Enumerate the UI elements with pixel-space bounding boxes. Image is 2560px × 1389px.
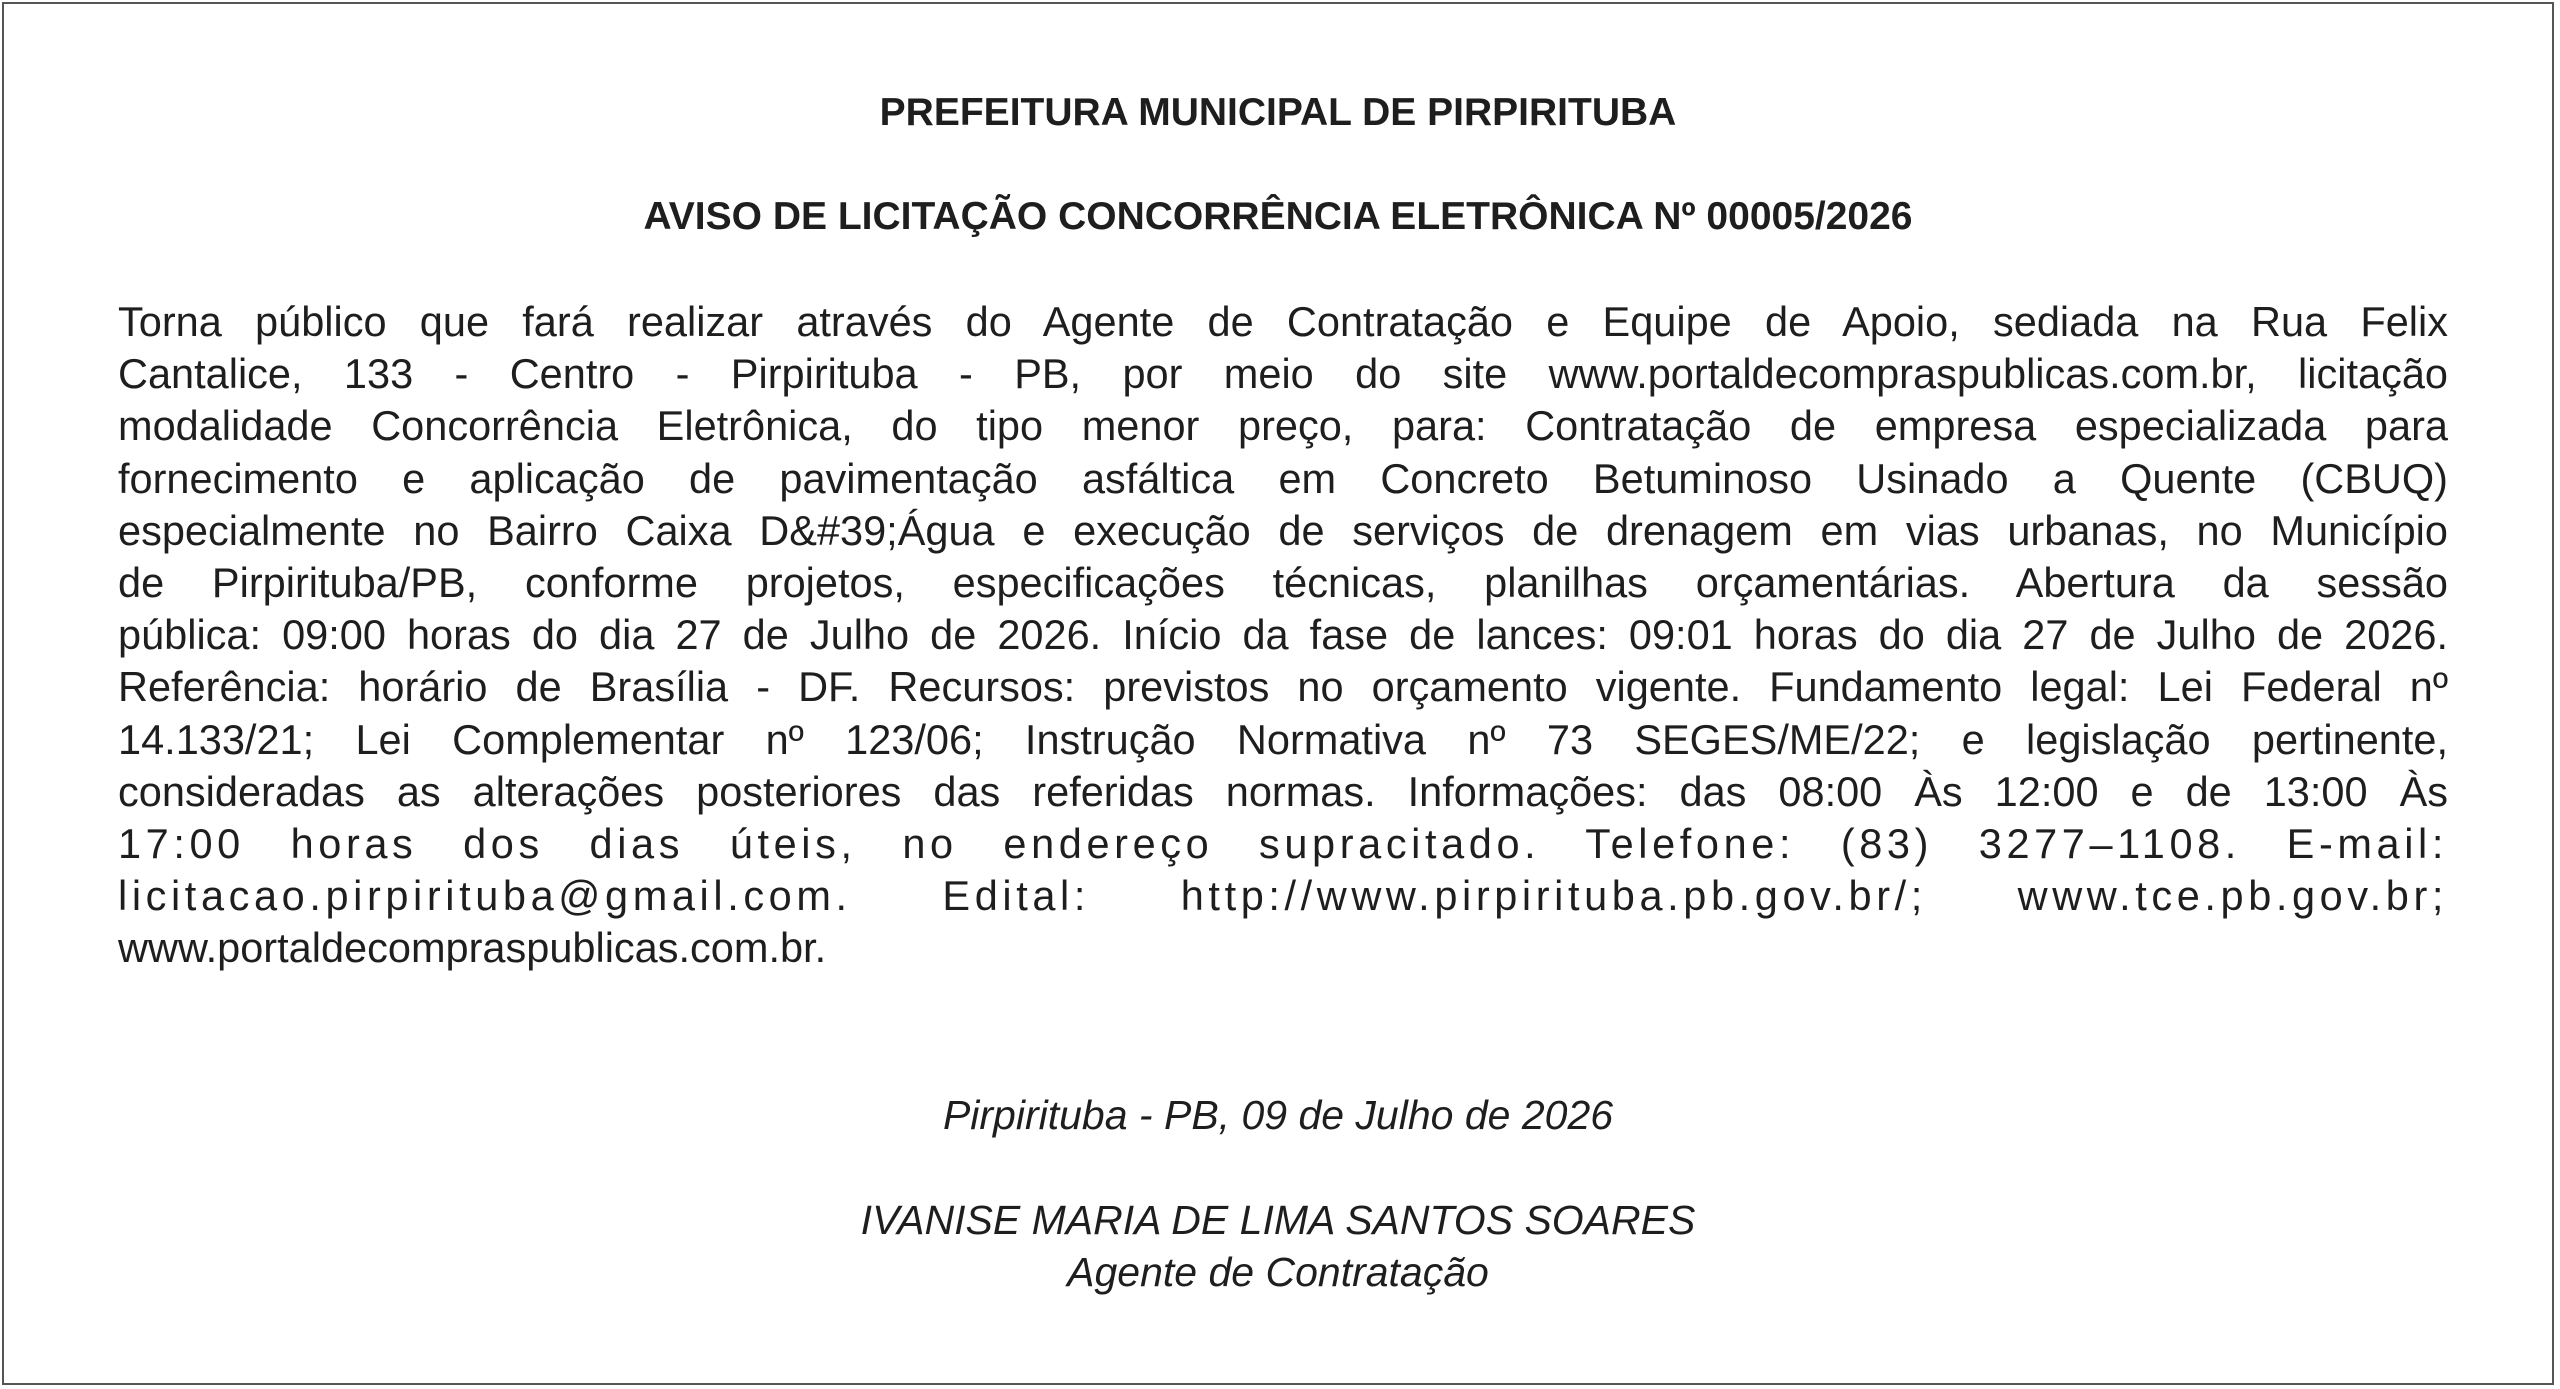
body-line: 17:00 horas dos dias úteis, no endereço supracitado. Telefone: (83) 3277–1108. E-mail: <box>118 820 2448 868</box>
body-line: fornecimento e aplicação de pavimentação asfáltica em Concreto Betuminoso Usinado a Quente (CBUQ) <box>118 454 2448 502</box>
notice-title: AVISO DE LICITAÇÃO CONCORRÊNCIA ELETRÔNICA Nº 00005/2026 <box>643 195 1913 238</box>
licitation-notice <box>2 2 2554 1385</box>
body-line: Referência: horário de Brasília - DF. Recursos: previstos no orçamento vigente. Fundamento legal: Lei Federal nº <box>118 663 2448 711</box>
organization-title: PREFEITURA MUNICIPAL DE PIRPIRITUBA <box>879 91 1677 134</box>
body-line: de Pirpirituba/PB, conforme projetos, especificações técnicas, planilhas orçamentárias. Abertura da sessão <box>118 559 2448 607</box>
notice-body <box>118 296 2448 975</box>
body-line: Torna público que fará realizar através do Agente de Contratação e Equipe de Apoio, sediada na Rua Felix <box>118 298 2448 345</box>
signatory-name: IVANISE MARIA DE LIMA SANTOS SOARES <box>860 1197 1696 1243</box>
place-date: Pirpirituba - PB, 09 de Julho de 2026 <box>942 1092 1614 1138</box>
body-line: consideradas as alterações posteriores das referidas normas. Informações: das 08:00 Às 12:00 e de 13:00 Às <box>118 767 2448 815</box>
body-line: especialmente no Bairro Caixa D&#39;Água e execução de serviços de drenagem em vias urbanas, no Município <box>118 506 2448 554</box>
signatory-role: Agente de Contratação <box>1067 1249 1489 1295</box>
body-line: licitacao.pirpirituba@gmail.com. Edital: http://www.pirpirituba.pb.gov.br/; www.tce.pb.gov.br; <box>118 872 2448 920</box>
body-line: www.portaldecompraspublicas.com.br. <box>118 924 827 972</box>
body-line: Cantalice, 133 - Centro - Pirpirituba - PB, por meio do site www.portaldecompraspublicas.com.br, licitação <box>118 350 2448 398</box>
body-line: modalidade Concorrência Eletrônica, do tipo menor preço, para: Contratação de empresa especializada para <box>118 402 2448 450</box>
body-line: pública: 09:00 horas do dia 27 de Julho de 2026. Início da fase de lances: 09:01 horas do dia 27 de Julho de 2026. <box>118 611 2448 659</box>
body-line: 14.133/21; Lei Complementar nº 123/06; Instrução Normativa nº 73 SEGES/ME/22; e legislação pertinente, <box>118 715 2448 763</box>
